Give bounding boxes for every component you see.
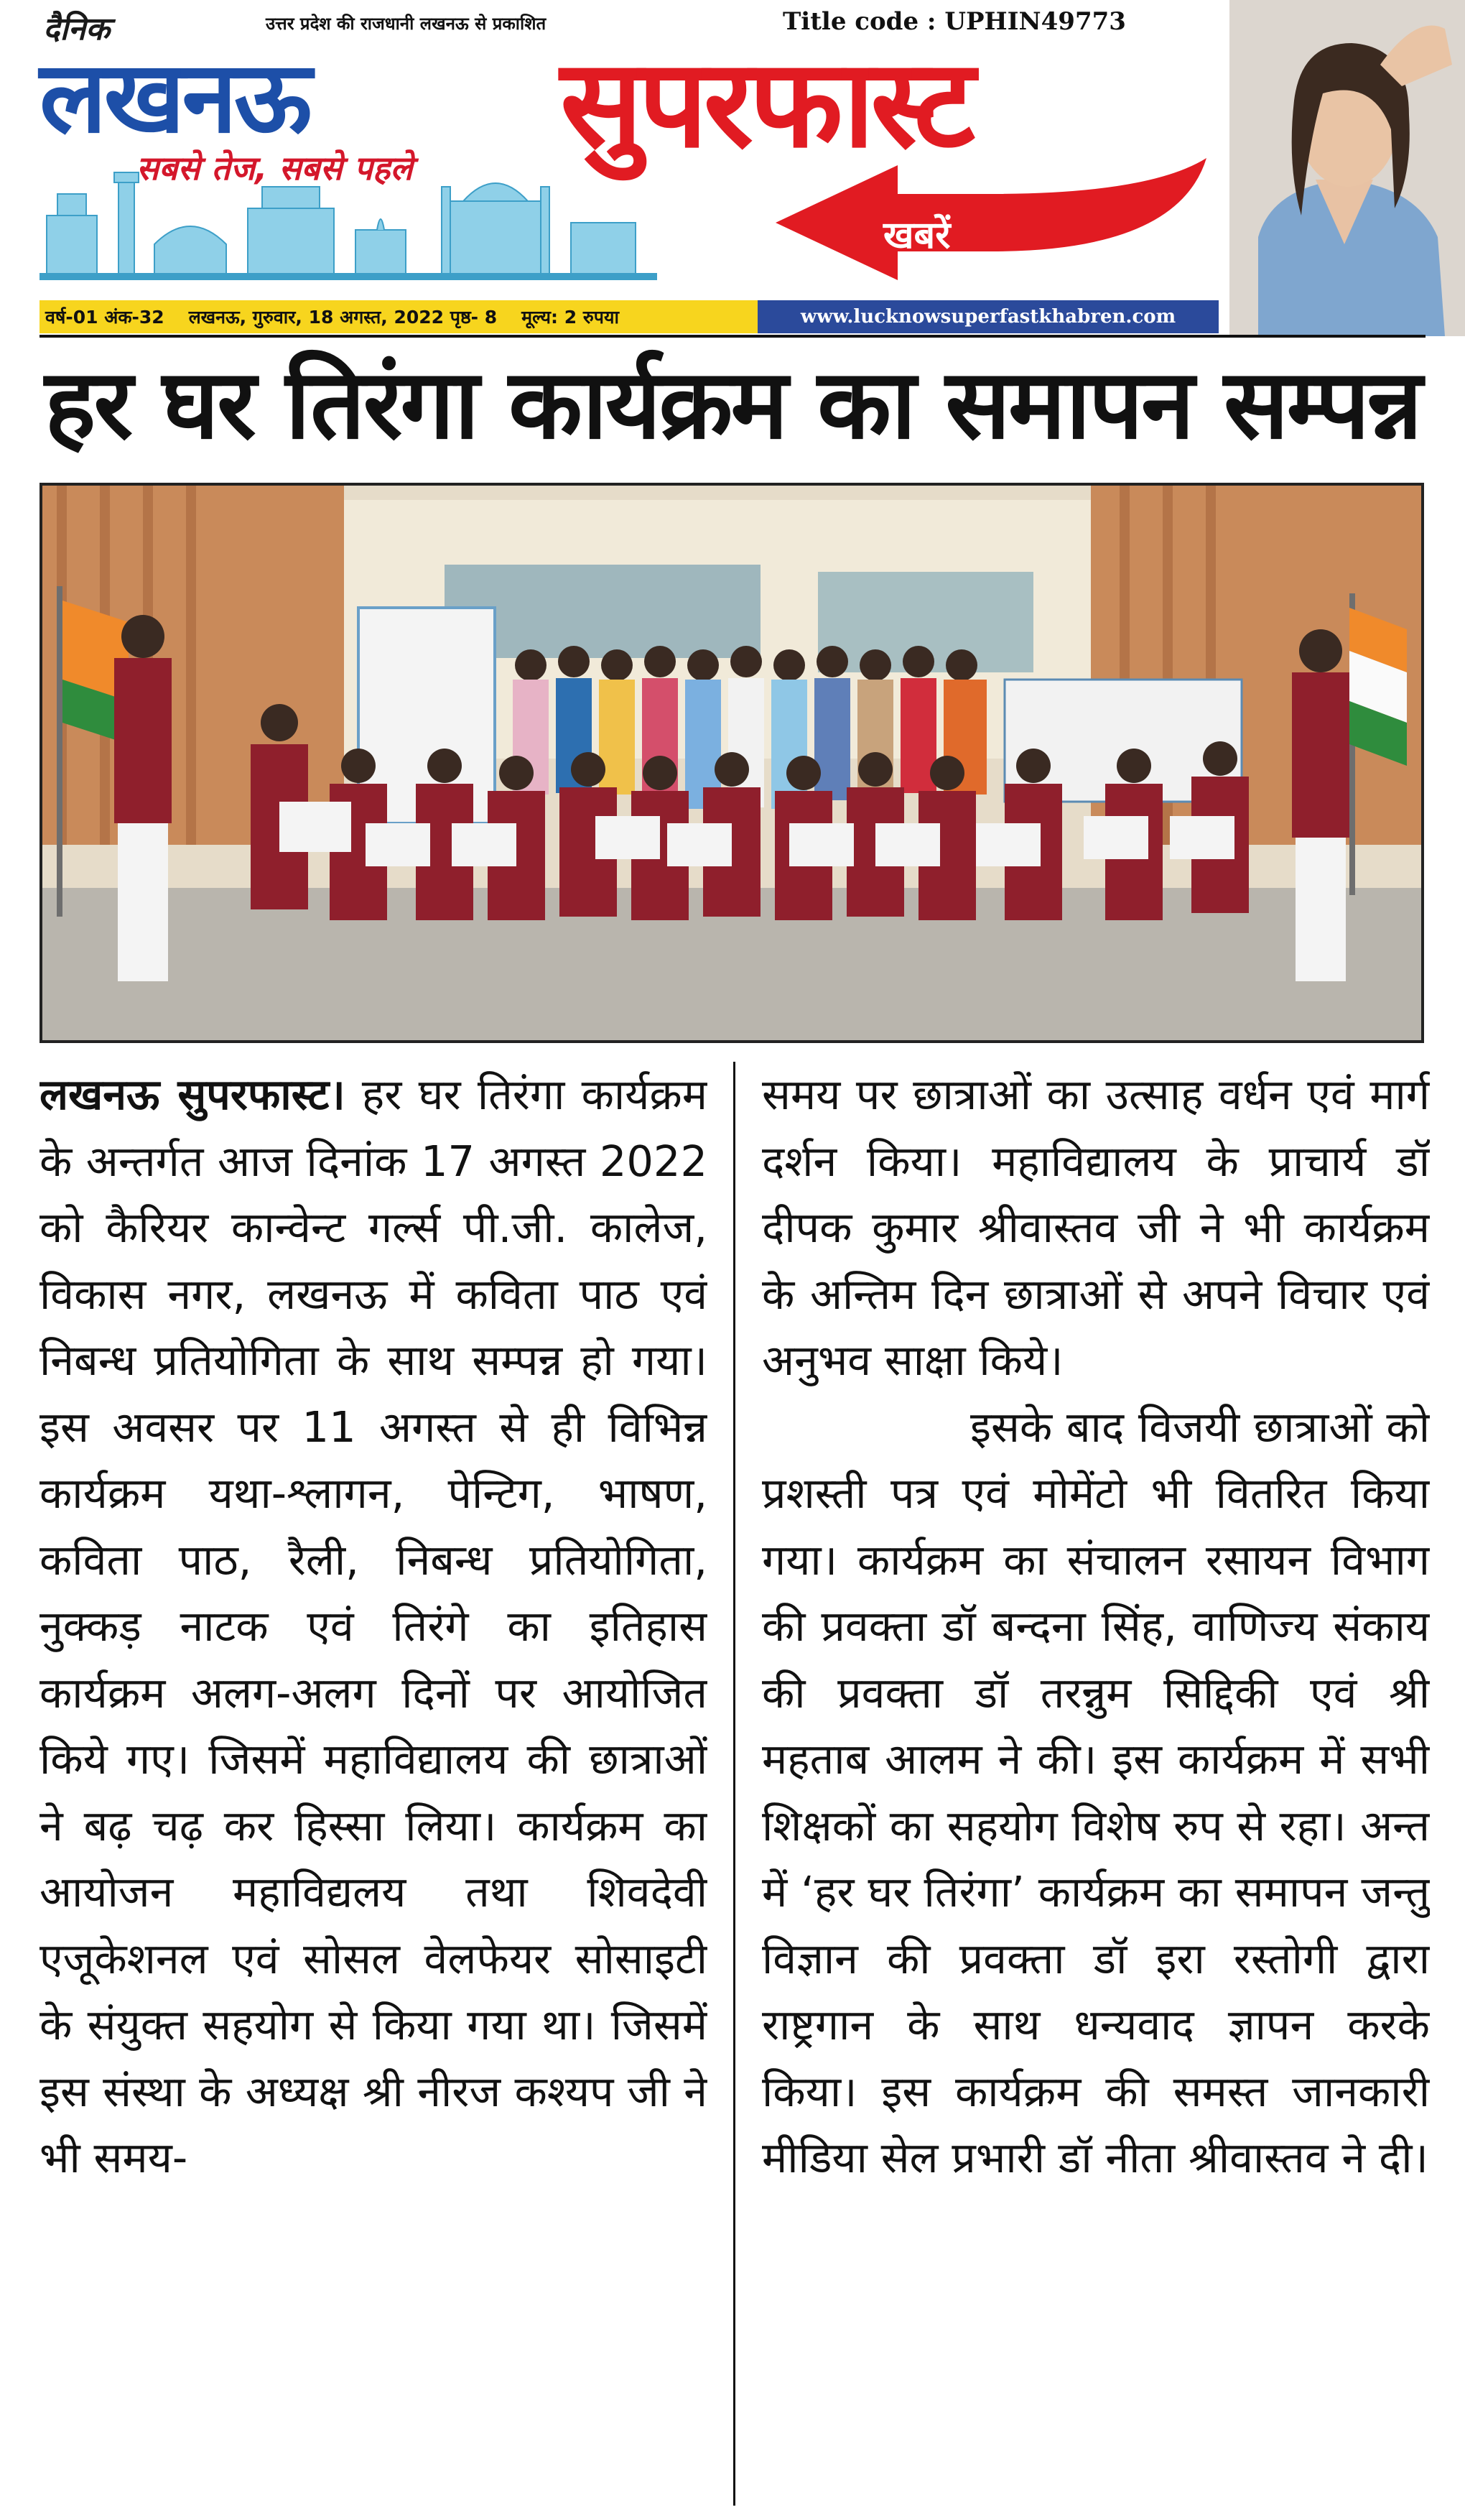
article-paragraph: समय पर छात्राओं का उत्साह वर्धन एवं मार्ग दर्शन किया। महाविद्यालय के प्राचार्य डॉ दीपक कुमार श्रीवास्तव जी ने भी कार्यक्रम के अन्तिम दिन छात्राओं से अपने विचार एवं अनुभव साक्षा किये।	[762, 1070, 1430, 1385]
advertisement-photo	[1229, 0, 1465, 336]
masthead-divider	[39, 335, 1426, 338]
article-body	[39, 1062, 1430, 2506]
brand-name-logo: सुपरफास्ट	[560, 33, 971, 175]
issue-price: मूल्य: 2 रुपया	[521, 307, 619, 328]
article-paragraph: इसके बाद विजयी छात्राओं को प्रशस्ती पत्र एवं मोमेंटो भी वितरित किया गया। कार्यक्रम का संचालन रसायन विभाग की प्रवक्ता डॉ बन्दना सिंह, वाणिज्य संकाय की प्रवक्ता डॉ तरन्नुम सिद्दिकी एवं श्री महताब आलम ने की। इस कार्यक्रम में सभी शिक्षकों का सहयोग विशेष रुप से रहा। अन्त में ‘हर घर तिरंगा’ कार्यक्रम का समापन जन्तु विज्ञान की प्रवक्ता डॉ इरा रस्तोगी द्वारा राष्ट्रगान के साथ धन्यवाद ज्ञापन करके किया। इस कार्यक्रम की समस्त जानकारी मीडिया सेल प्रभारी डॉ नीता श्रीवास्तव ने दी।	[762, 1402, 1430, 2182]
masthead	[0, 0, 1465, 338]
website-link[interactable]: www.lucknowsuperfastkhabren.com	[758, 300, 1219, 333]
title-code: Title code : UPHIN49773	[783, 7, 1126, 36]
red-arrow-icon	[776, 144, 1221, 280]
column-divider	[733, 1062, 735, 2506]
group-photo-illustration	[42, 486, 1421, 1040]
article-dateline: लखनऊ सुपरफास्ट।	[39, 1070, 345, 1119]
article-headline: हर घर तिरंगा कार्यक्रम का समापन सम्पन्न	[45, 348, 1420, 460]
issue-date-page: लखनऊ, गुरुवार, 18 अगस्त, 2022 पृष्ठ- 8	[188, 307, 498, 328]
masthead-prefix: दैनिक	[43, 11, 110, 47]
article-column-1	[39, 1062, 707, 2506]
city-name-logo: लखनऊ	[39, 40, 310, 155]
publication-line: उत्तर प्रदेश की राजधानी लखनऊ से प्रकाशित	[266, 14, 547, 34]
issue-info	[39, 300, 758, 333]
article-column-2	[762, 1062, 1430, 2506]
article-paragraph-text: हर घर तिरंगा कार्यक्रम के अन्तर्गत आज दिनांक 17 अगस्त 2022 को कैरियर कान्वेन्ट गर्ल्स पी.जी. कालेज, विकास नगर, लखनऊ में कविता पाठ एवं निबन्ध प्रतियोगिता के साथ सम्पन्न हो गया। इस अवसर पर 11 अगस्त से ही विभिन्न कार्यक्रम यथा-श्लागन, पेन्टिग, भाषण, कविता पाठ, रैली, निबन्ध प्रतियोगिता, नुक्कड़ नाटक एवं तिरंगे का इतिहास कार्यक्रम अलग-अलग दिनों पर आयोजित किये गए। जिसमें महाविद्यालय की छात्राओं ने बढ़ चढ़ कर हिस्सा लिया। कार्यक्रम का आयोजन महाविद्यलय तथा शिवदेवी एजूकेशनल एवं सोसल वेलफेयर सोसाइटी के संयुक्त सहयोग से किया गया था। जिसमें इस संस्था के अध्यक्ष श्री नीरज कश्यप जी ने भी समय-	[39, 1070, 707, 2182]
masthead-tagline: सबसे तेज, सबसे पहले	[136, 149, 413, 187]
article-paragraph	[39, 1062, 707, 2192]
event-group-photo	[39, 483, 1424, 1043]
brand-subtitle: खबरें	[883, 214, 951, 257]
info-bar	[39, 300, 1219, 333]
issue-number: वर्ष-01 अंक-32	[45, 307, 164, 328]
